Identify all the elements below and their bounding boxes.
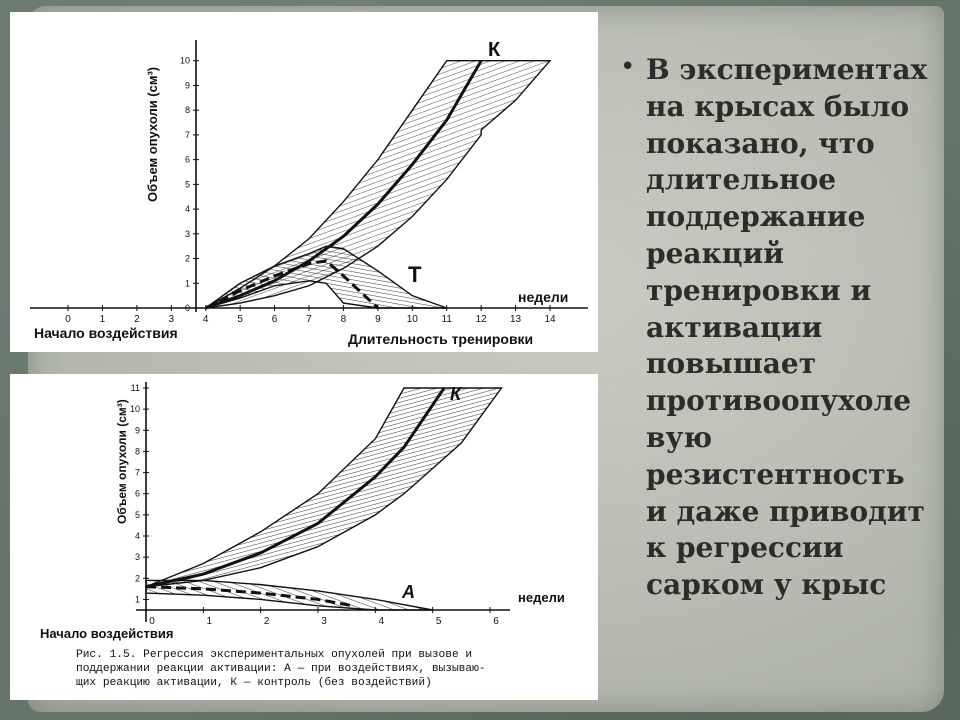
chart-training (10, 12, 598, 352)
y-tick-label: 7 (184, 129, 190, 140)
start-label: Начало воздействия (34, 325, 178, 341)
x-tick-label: 14 (544, 314, 556, 325)
x-tick-label: 12 (475, 314, 487, 325)
y-tick-label: 5 (184, 179, 190, 190)
y-tick-label: 6 (184, 154, 190, 165)
y-tick-label: 9 (184, 80, 190, 91)
y-tick-label: 11 (130, 383, 140, 393)
y-tick-label: 9 (134, 425, 140, 436)
x-tick-label: 0 (65, 314, 71, 325)
x-tick-label: 4 (378, 616, 385, 627)
start-label: Начало воздействия (40, 626, 174, 641)
y-tick-label: 0 (184, 303, 190, 313)
x-tick-label: 9 (375, 314, 381, 325)
bullet-paragraph: В экспериментах на крысах было показано, что длительное поддержание реакций тренировки и активации повышает противоопухоле вую резистентность и даже приводит к регрессии сарком у крыс (646, 53, 928, 602)
x-tick-label: 6 (271, 314, 278, 325)
x-tick-label: 3 (321, 616, 327, 627)
x-axis-label: Длительность тренировки (348, 331, 534, 347)
figure-caption: Рис. 1.5. Регрессия экспериментальных опухолей при вызове и поддержании реакции активации: А — при воздействиях, вызываю- щих реакцию активации, К — контроль (без воздействий) (76, 649, 486, 689)
y-tick-label: 10 (129, 404, 140, 415)
band-k (146, 388, 501, 587)
series-label-k: К (488, 39, 501, 61)
y-tick-label: 10 (179, 55, 190, 66)
y-tick-label: 3 (184, 228, 190, 239)
x-tick-label: 6 (493, 616, 499, 627)
x-tick-label: 5 (435, 616, 442, 627)
x-tick-label: 1 (206, 616, 213, 627)
y-tick-label: 4 (184, 204, 190, 215)
figure-training-chart (10, 12, 598, 352)
y-tick-label: 4 (134, 531, 140, 541)
x-unit-label: недели (518, 289, 569, 305)
y-tick-label: 8 (184, 105, 190, 116)
y-axis-label: Объем опухоли (см³) (115, 399, 129, 524)
x-unit-label: недели (518, 590, 565, 605)
y-tick-label: 8 (134, 446, 140, 457)
y-tick-label: 1 (134, 594, 140, 605)
series-label-t: Т (408, 262, 422, 287)
x-tick-label: 13 (510, 314, 522, 325)
x-tick-label: 5 (237, 314, 243, 325)
x-tick-label: 2 (134, 314, 140, 325)
y-tick-label: 1 (184, 278, 190, 289)
y-tick-label: 7 (134, 467, 140, 478)
bullet-icon: • (620, 52, 636, 82)
x-tick-label: 0 (149, 616, 155, 627)
series-label-a: А (402, 582, 415, 602)
x-tick-label: 7 (306, 314, 312, 325)
y-tick-label: 3 (134, 552, 140, 563)
series-label-k: К (450, 384, 462, 404)
x-tick-label: 11 (441, 314, 452, 325)
y-tick-label: 5 (134, 509, 140, 520)
y-tick-label: 6 (134, 488, 140, 499)
x-tick-label: 3 (168, 314, 175, 325)
y-tick-label: 2 (134, 573, 140, 584)
x-tick-label: 1 (99, 314, 106, 325)
y-tick-label: 2 (184, 253, 190, 264)
x-tick-label: 8 (340, 314, 347, 325)
y-axis-label: Объем опухоли (см³) (145, 66, 160, 202)
x-tick-label: 2 (263, 616, 270, 627)
x-tick-label: 4 (202, 314, 209, 325)
x-tick-label: 10 (406, 314, 418, 325)
